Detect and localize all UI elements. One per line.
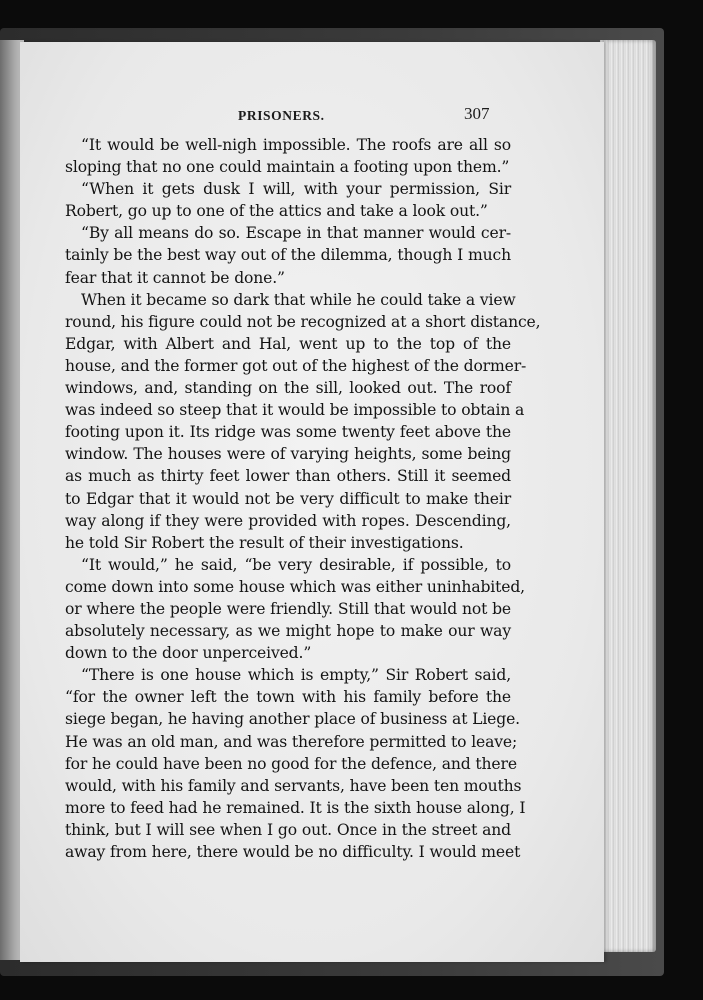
text-line: away from here, there would be no difficulty. I would meet xyxy=(65,843,521,861)
text-line: He was an old man, and was therefore permitted to leave; xyxy=(65,732,518,751)
page-edges xyxy=(600,40,656,952)
text-line: more to feed had he remained. It is the sixth house along, I xyxy=(65,798,526,817)
text-line: When it became so dark that while he could take a view xyxy=(81,290,516,309)
running-head-title: PRISONERS. xyxy=(238,108,325,123)
text-line: tainly be the best way out of the dilemma, though I much xyxy=(65,246,511,265)
text-line: sloping that no one could maintain a footing upon them.” xyxy=(65,158,510,177)
text-line: “for the owner left the town with his family before the xyxy=(65,688,511,707)
text-line: down to the door unperceived.” xyxy=(65,644,312,663)
text-line: footing upon it. Its ridge was some twenty feet above the xyxy=(65,423,511,442)
text-line: absolutely necessary, as we might hope to make our way xyxy=(65,622,511,641)
text-line: “By all means do so. Escape in that manner would cer- xyxy=(81,224,511,243)
text-line: he told Sir Robert the result of their investigations. xyxy=(65,533,464,552)
text-line: Edgar, with Albert and Hal, went up to the top of the xyxy=(65,334,511,353)
text-line: windows, and, standing on the sill, looked out. The roof xyxy=(65,379,511,398)
text-line: “There is one house which is empty,” Sir Robert said, xyxy=(81,666,511,685)
text-line: was indeed so steep that it would be impossible to obtain a xyxy=(65,401,525,420)
text-line: “When it gets dusk I will, with your permission, Sir xyxy=(81,180,511,199)
text-line: as much as thirty feet lower than others. Still it seemed xyxy=(65,467,511,486)
text-line: house, and the former got out of the highest of the dormer- xyxy=(65,356,527,375)
text-line: window. The houses were of varying heights, some being xyxy=(65,445,511,464)
text-line: think, but I will see when I go out. Once in the street and xyxy=(65,820,511,839)
text-line: “It would,” he said, “be very desirable, if possible, to xyxy=(81,555,511,574)
body-text xyxy=(65,134,541,863)
text-line: “It would be well-nigh impossible. The roofs are all so xyxy=(81,136,511,154)
running-head xyxy=(20,104,604,128)
book-page xyxy=(20,42,604,962)
text-line: or where the people were friendly. Still that would not be xyxy=(65,599,511,618)
text-line: Robert, go up to one of the attics and take a look out.” xyxy=(65,202,488,221)
page-number: 307 xyxy=(464,104,490,123)
text-line: to Edgar that it would not be very difficult to make their xyxy=(65,489,511,508)
text-line: come down into some house which was either uninhabited, xyxy=(65,577,525,596)
text-line: round, his figure could not be recognized at a short distance, xyxy=(65,312,541,331)
text-line: siege began, he having another place of business at Liege. xyxy=(65,710,520,729)
text-line: for he could have been no good for the defence, and there xyxy=(65,754,517,773)
text-line: would, with his family and servants, have been ten mouths xyxy=(65,776,522,795)
text-line: way along if they were provided with ropes. Descending, xyxy=(65,511,511,530)
text-line: fear that it cannot be done.” xyxy=(65,268,285,287)
